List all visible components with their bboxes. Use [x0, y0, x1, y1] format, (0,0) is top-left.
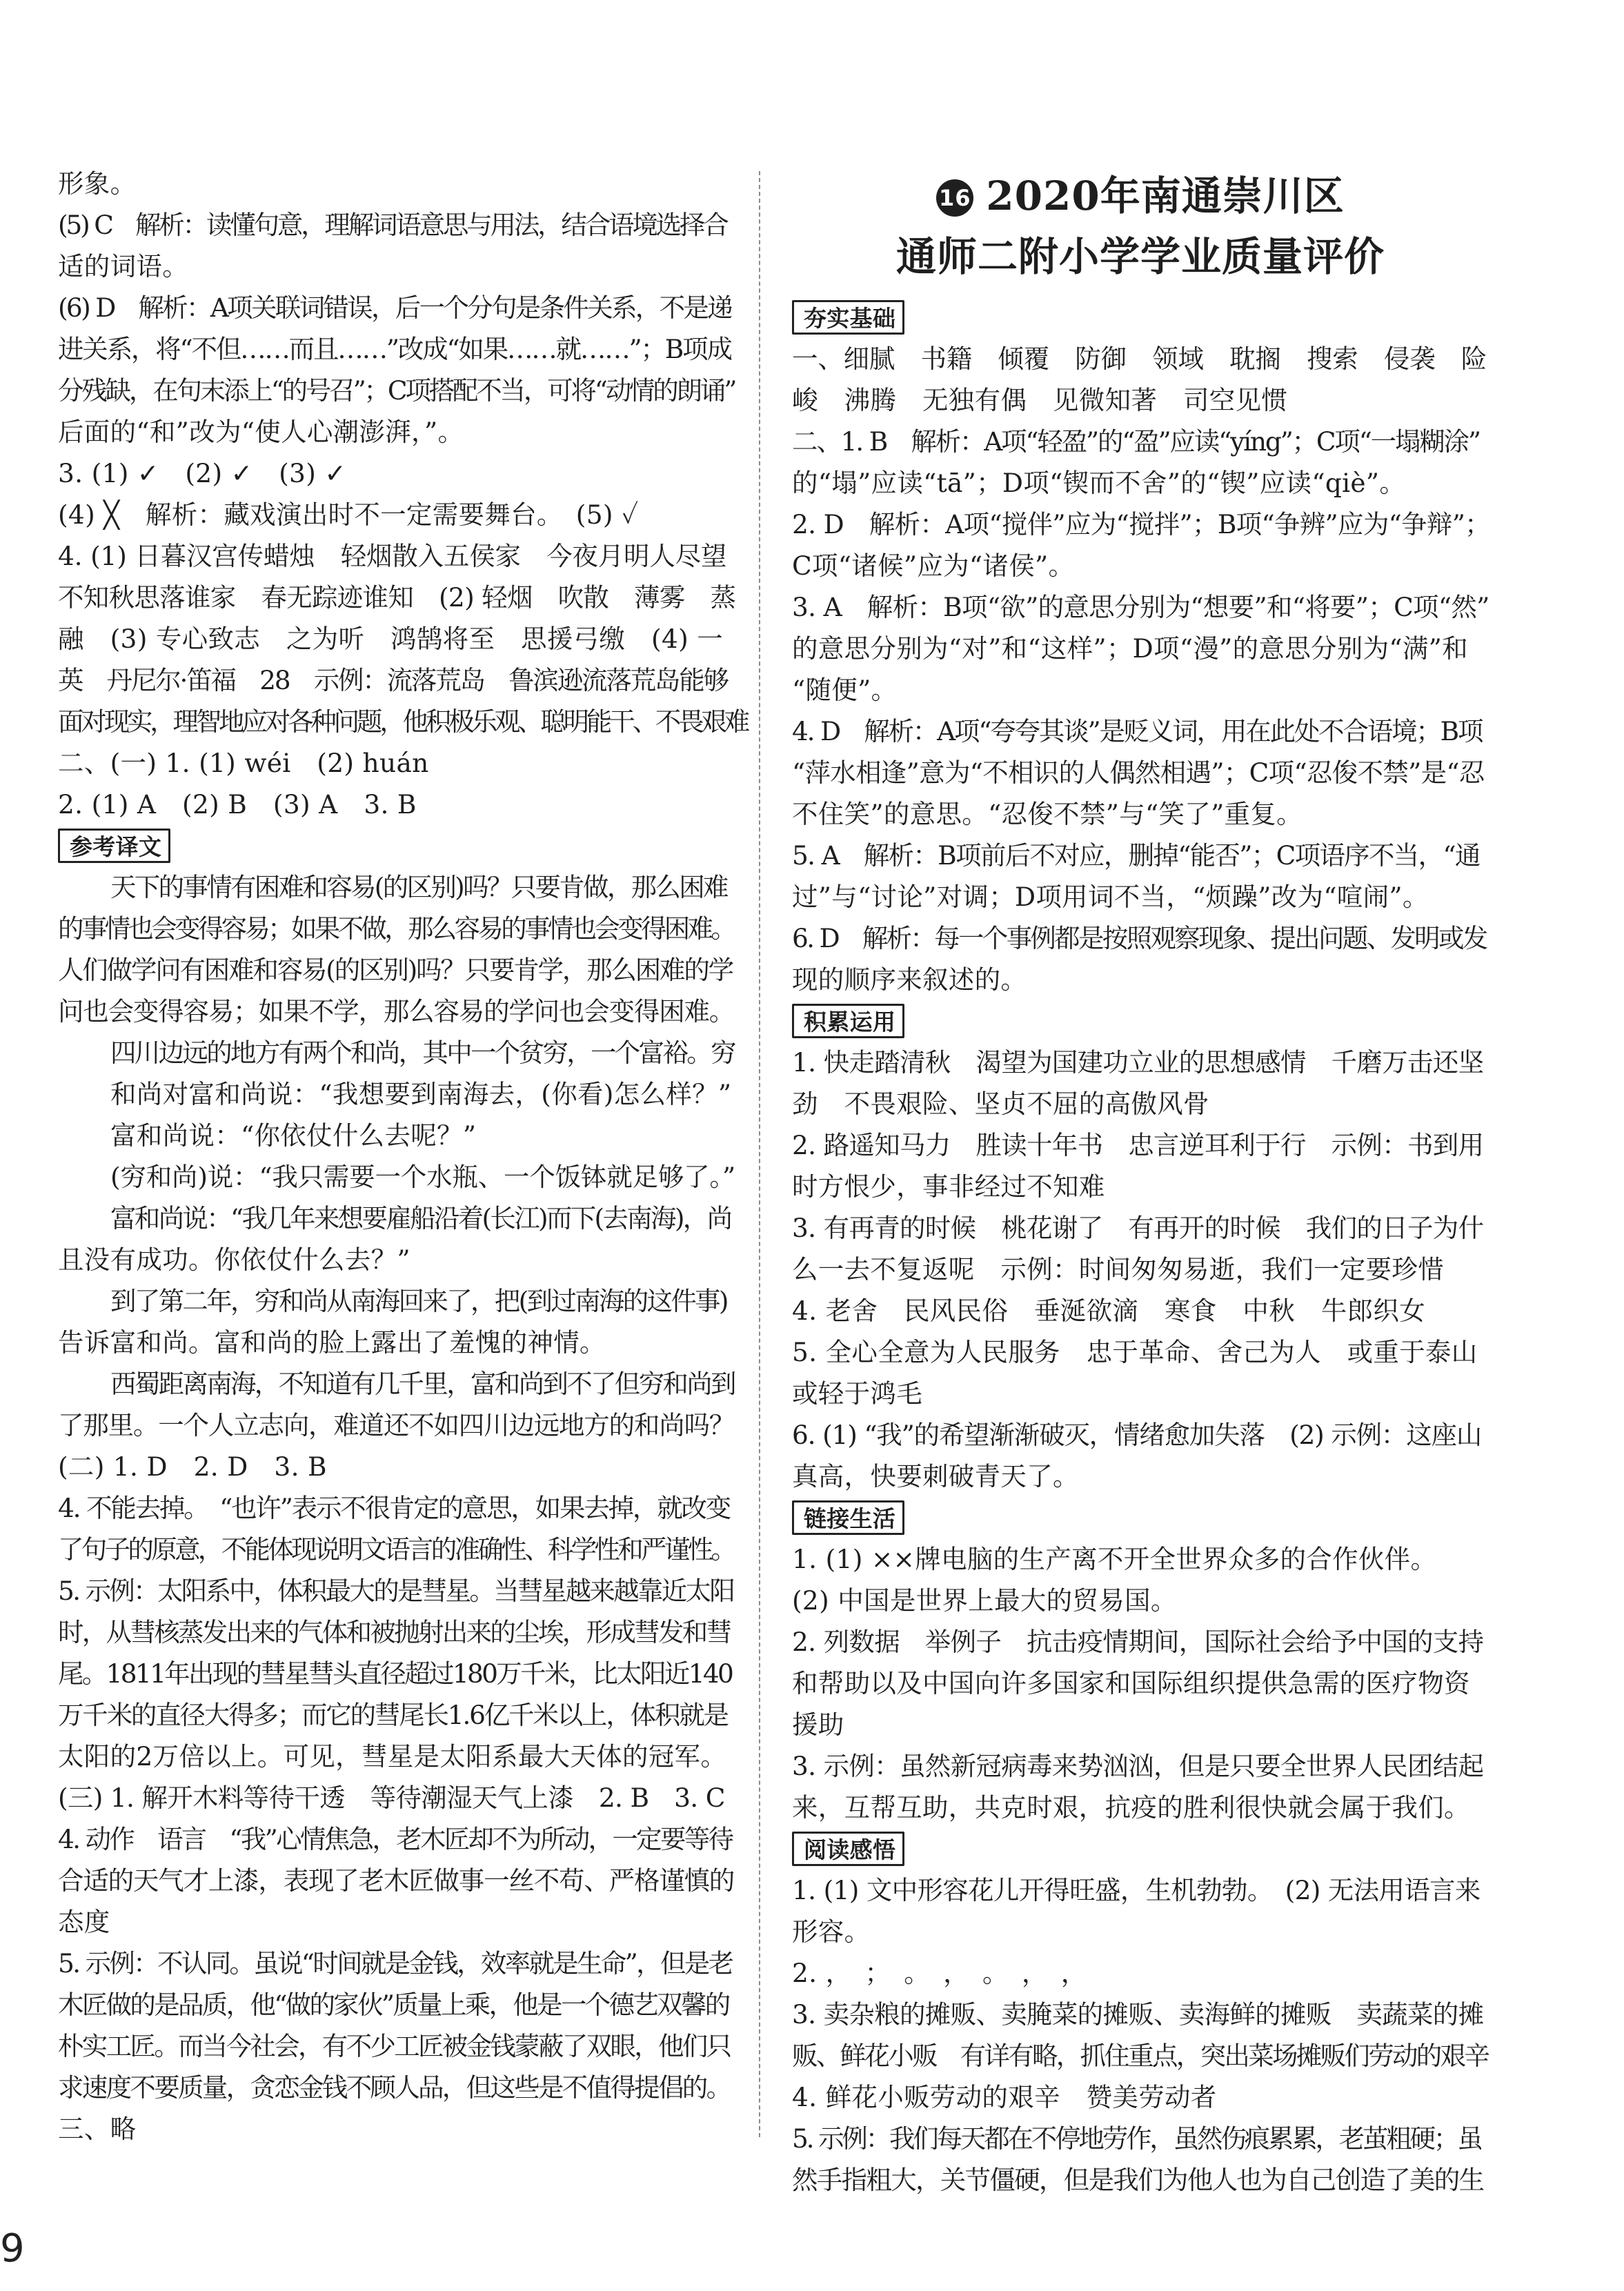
- section-number-badge: 16: [936, 179, 973, 217]
- right-text-line: 5. A 解析：B项前后不对应，删掉“能否”；C项语序不当，“通: [792, 840, 1480, 871]
- left-text-line: 进关系，将“不但……而且……”改成“如果……就……”；B项成: [58, 334, 731, 364]
- right-text-line: 然手指粗大，关节僵硬，但是我们为他人也为自己创造了美的生: [792, 2165, 1484, 2195]
- left-text-line: 三、略: [58, 2114, 137, 2144]
- section-tag: 参考译文: [58, 829, 170, 863]
- left-text-line: (5) C 解析：读懂句意，理解词语意思与用法，结合语境选择合: [58, 210, 727, 240]
- left-text-line: 2. (1) A (2) B (3) A 3. B: [58, 789, 417, 820]
- left-text-line: 分残缺，在句末添上“的号召”；C项搭配不当，可将“动情的朗诵”: [58, 375, 735, 406]
- right-text-line: 3. 示例：虽然新冠病毒来势汹汹，但是只要全世界人民团结起: [792, 1751, 1484, 1781]
- left-text-line: 适的词语。: [58, 251, 188, 281]
- right-text-line: (2) 中国是世界上最大的贸易国。: [792, 1585, 1177, 1616]
- left-text-line: 的事情也会变得容易；如果不做，那么容易的事情也会变得困难。: [58, 913, 735, 944]
- left-column: [58, 163, 747, 2150]
- right-text-line: 1. (1) 文中形容花儿开得旺盛，生机勃勃。 (2) 无法用语言来: [792, 1875, 1481, 1905]
- left-text-line: 4. 不能去掉。 “也许”表示不很肯定的意思，如果去掉，就改变: [58, 1493, 731, 1523]
- left-text-line: (6) D 解析：A项关联词错误，后一个分句是条件关系，不是递: [58, 292, 731, 323]
- right-text-line: 5. 全心全意为人民服务 忠于革命、舍己为人 或重于泰山: [792, 1337, 1478, 1367]
- left-text-line: (4) ╳ 解析：藏戏演出时不一定需要舞台。 (5) ✓: [58, 499, 639, 530]
- left-text-line: 态度: [58, 1907, 110, 1937]
- left-text-line: 了那里。一个人立志向，难道还不如四川边远地方的和尚吗？: [58, 1410, 735, 1440]
- right-text-line: 3. A 解析：B项“欲”的意思分别为“想要”和“将要”；C项“然”: [792, 592, 1489, 622]
- right-text-line: 3. 卖杂粮的摊贩、卖腌菜的摊贩、卖海鲜的摊贩 卖蔬菜的摊: [792, 1999, 1484, 2030]
- left-text-line: 英 丹尼尔·笛福 28 示例：流落荒岛 鲁滨逊流落荒岛能够: [58, 665, 728, 695]
- left-text-line: 太阳的2万倍以上。可见，彗星是太阳系最大天体的冠军。: [58, 1741, 727, 1772]
- right-text-line: 4. 老舍 民风民俗 垂涎欲滴 寒食 中秋 牛郎织女: [792, 1296, 1425, 1326]
- right-section-label: [792, 1497, 1489, 1538]
- left-text-line: 二、(一) 1. (1) wéi (2) huán: [58, 748, 429, 778]
- section-tag: 阅读感悟: [792, 1832, 904, 1866]
- right-text-line: 6. (1) “我”的希望渐渐破灭，情绪愈加失落 (2) 示例：这座山: [792, 1420, 1482, 1450]
- right-text-line: 的意思分别为“对”和“这样”；D项“漫”的意思分别为“满”和: [792, 633, 1468, 664]
- left-text-line: 天下的事情有困难和容易(的区别)吗？只要肯做，那么困难: [110, 872, 727, 902]
- right-text-line: 和帮助以及中国向许多国家和国际组织提供急需的医疗物资: [792, 1668, 1470, 1698]
- left-text-line: 融 (3) 专心致志 之为听 鸿鹄将至 思援弓缴 (4) 一: [58, 624, 724, 654]
- title-line-1: [792, 166, 1489, 226]
- title-text-1: 2020年南通崇川区: [986, 172, 1345, 219]
- left-text-line: 4. (1) 日暮汉宫传蜡烛 轻烟散入五侯家 今夜月明人尽望: [58, 541, 727, 571]
- left-text-line: 不知秋思落谁家 春无踪迹谁知 (2) 轻烟 吹散 薄雾 蒸: [58, 582, 736, 613]
- left-text-line: (二) 1. D 2. D 3. B: [58, 1451, 327, 1482]
- right-text-line: 不住笑”的意思。“忍俊不禁”与“笑了”重复。: [792, 799, 1303, 829]
- right-text-line: C项“诸候”应为“诸侯”。: [792, 551, 1075, 581]
- left-text-line: 面对现实，理智地应对各种问题，他积极乐观、聪明能干、不畏艰难: [58, 706, 747, 737]
- right-text-line: 现的顺序来叙述的。: [792, 964, 1027, 995]
- right-text-line: 4. D 解析：A项“夸夸其谈”是贬义词，用在此处不合语境；B项: [792, 716, 1483, 746]
- left-text-line: (三) 1. 解开木料等待干透 等待潮湿天气上漆 2. B 3. C: [58, 1783, 725, 1813]
- right-text-line: 1. 快走踏清秋 渴望为国建功立业的思想感情 千磨万击还坚: [792, 1047, 1484, 1078]
- left-text-line: 西蜀距离南海，不知道有几千里，富和尚到不了但穷和尚到: [110, 1369, 735, 1399]
- right-text-line: 形容。: [792, 1916, 871, 1947]
- left-text-line: 了句子的原意，不能体现说明文语言的准确性、科学性和严谨性。: [58, 1534, 735, 1565]
- right-text-line: 二、1. B 解析：A项“轻盈”的“盈”应读“yíng”；C项“一塌糊涂”: [792, 426, 1480, 457]
- left-text-line: 5. 示例：太阳系中，体积最大的是彗星。当彗星越来越靠近太阳: [58, 1576, 734, 1606]
- left-text-line: 四川边远的地方有两个和尚，其中一个贫穷，一个富裕。穷: [110, 1038, 735, 1068]
- section-tag: 积累运用: [792, 1004, 904, 1038]
- left-text-line: 富和尚说：“你依仗什么去呢？”: [110, 1120, 477, 1151]
- right-text-line: 援助: [792, 1709, 844, 1740]
- right-text-line: 么一去不复返呢 示例：时间匆匆易逝，我们一定要珍惜: [792, 1254, 1444, 1285]
- right-text-line: 一、细腻 书籍 倾覆 防御 领域 耽搁 搜索 侵袭 险: [792, 344, 1487, 374]
- right-text-line: 3. 有再青的时候 桃花谢了 有再开的时候 我们的日子为什: [792, 1213, 1484, 1243]
- right-text-line: 劲 不畏艰险、坚贞不屈的高傲风骨: [792, 1089, 1209, 1119]
- left-text-line: 合适的天气才上漆，表现了老木匠做事一丝不苟、严格谨慎的: [58, 1865, 735, 1896]
- right-text-line: 5. 示例：我们每天都在不停地劳作，虽然伤痕累累，老茧粗硬；虽: [792, 2123, 1481, 2154]
- left-text-line: 5. 示例：不认同。虽说“时间就是金钱，效率就是生命”，但是老: [58, 1948, 733, 1978]
- left-text-line: 人们做学问有困难和容易(的区别)吗？只要肯学，那么困难的学: [58, 955, 733, 985]
- left-text-line: 后面的“和”改为“使人心潮澎湃，”。: [58, 417, 464, 447]
- left-text-line: 万千米的直径大得多；而它的彗尾长1.6亿千米以上，体积就是: [58, 1700, 728, 1730]
- right-text-line: 2. ， ； 。 ， 。 ， ，: [792, 1958, 1087, 1988]
- left-text-line: 和尚对富和尚说：“我想要到南海去，(你看)怎么样？”: [110, 1079, 732, 1109]
- right-text-line: 4. 鲜花小贩劳动的艰辛 赞美劳动者: [792, 2082, 1217, 2112]
- left-text-line: 富和尚说：“我几年来想要雇船沿着(长江)而下(去南海)，尚: [110, 1203, 731, 1233]
- section-title: [792, 166, 1489, 287]
- section-tag: 链接生活: [792, 1500, 904, 1535]
- right-text-line: 真高，快要刺破青天了。: [792, 1461, 1079, 1491]
- left-text-line: 且没有成功。你依仗什么去？”: [58, 1244, 410, 1275]
- right-text-line: “随便”。: [792, 675, 898, 705]
- left-text-line: 朴实工匠。而当今社会，有不少工匠被金钱蒙蔽了双眼，他们只: [58, 2031, 731, 2061]
- left-text-line: 时，从彗核蒸发出来的气体和被抛射出来的尘埃，形成彗发和彗: [58, 1617, 731, 1647]
- left-text-line: 告诉富和尚。富和尚的脸上露出了羞愧的神情。: [58, 1327, 606, 1358]
- right-text-line: 来，互帮互助，共克时艰，抗疫的胜利很快就会属于我们。: [792, 1792, 1470, 1823]
- left-text-line: 形象。: [58, 168, 137, 199]
- left-text-line: 木匠做的是品质，他“做的家伙”质量上乘，他是一个德艺双馨的: [58, 1990, 729, 2020]
- left-text-line: 尾。1811年出现的彗星彗头直径超过180万千米，比太阳近140: [58, 1658, 733, 1689]
- right-text-line: 6. D 解析：每一个事例都是按照观察现象、提出问题、发明或发: [792, 923, 1487, 953]
- right-text-line: 过”与“讨论”对调；D项用词不当，“烦躁”改为“喧闹”。: [792, 882, 1429, 912]
- right-text-line: 峻 沸腾 无独有偶 见微知著 司空见惯: [792, 385, 1288, 415]
- title-line-2: 通师二附小学学业质量评价: [895, 233, 1385, 280]
- right-text-line: 2. 列数据 举例子 抗击疫情期间，国际社会给予中国的支持: [792, 1627, 1484, 1657]
- right-text-line: 1. (1) ××牌电脑的生产离不开全世界众多的合作伙伴。: [792, 1544, 1437, 1574]
- left-section-label: [58, 825, 734, 866]
- right-section-label: [792, 1828, 1489, 1870]
- left-text-line: 问也会变得容易；如果不学，那么容易的学问也会变得困难。: [58, 996, 735, 1027]
- left-text-line: 3. (1) ✓ (2) ✓ (3) ✓: [58, 458, 347, 488]
- page-number: 9: [0, 2226, 25, 2271]
- right-text-line: “萍水相逢”意为“不相识的人偶然相遇”；C项“忍俊不禁”是“忍: [792, 757, 1485, 788]
- right-text-line: 的“塌”应读“tā”；D项“锲而不舍”的“锲”应读“qiè”。: [792, 468, 1406, 498]
- left-text-line: (穷和尚)说：“我只需要一个水瓶、一个饭钵就足够了。”: [110, 1162, 735, 1192]
- section-tag: 夯实基础: [792, 300, 904, 335]
- right-text-line: 时方恨少，事非经过不知难: [792, 1171, 1105, 1202]
- left-text-line: 到了第二年，穷和尚从南海回来了，把(到过南海的这件事): [110, 1286, 727, 1316]
- right-text-line: 2. 路遥知马力 胜读十年书 忠言逆耳利于行 示例：书到用: [792, 1130, 1484, 1160]
- right-section-label: [792, 297, 1489, 338]
- right-column: [792, 297, 1489, 2201]
- right-text-line: 贩、鲜花小贩 有详有略，抓住重点，突出菜场摊贩们劳动的艰辛: [792, 2041, 1489, 2071]
- right-text-line: 或轻于鸿毛: [792, 1378, 922, 1409]
- left-text-line: 求速度不要质量，贪恋金钱不顾人品，但这些是不值得提倡的。: [58, 2072, 731, 2103]
- right-text-line: 2. D 解析：A项“搅伴”应为“搅拌”；B项“争辨”应为“争辩”；: [792, 509, 1490, 539]
- column-divider: [759, 171, 760, 2137]
- right-section-label: [792, 1000, 1489, 1042]
- left-text-line: 4. 动作 语言 “我”心情焦急，老木匠却不为所动，一定要等待: [58, 1824, 733, 1854]
